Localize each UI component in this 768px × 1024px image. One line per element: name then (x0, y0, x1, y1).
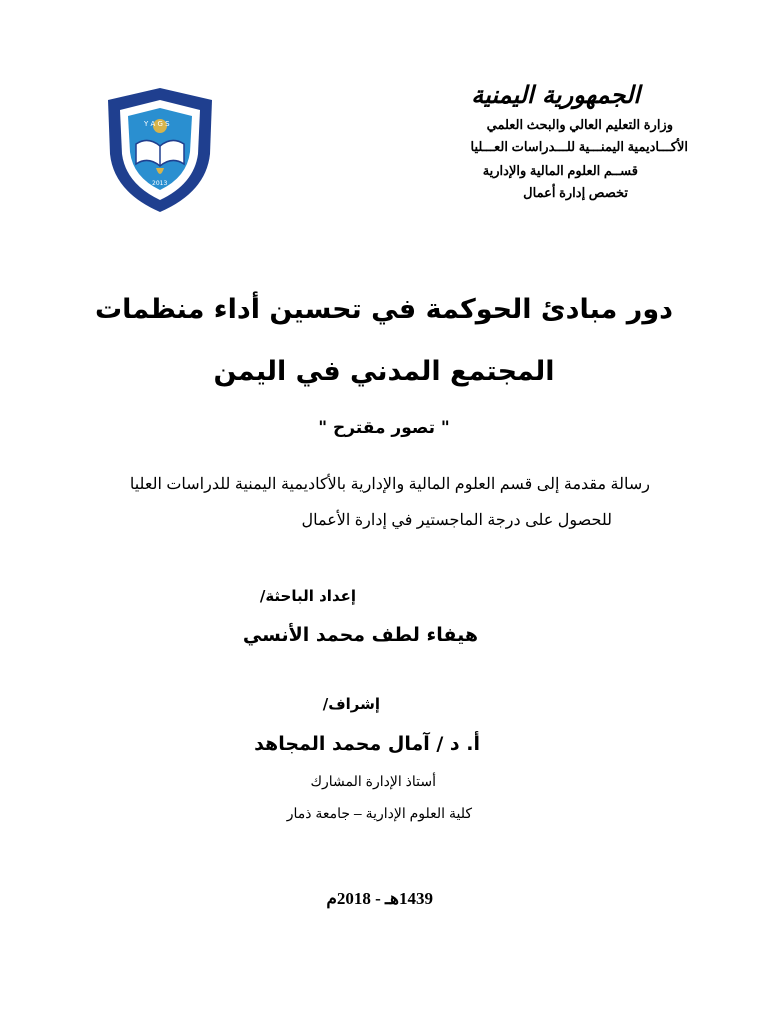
logo-letters: Y A G S (144, 120, 170, 128)
supervisor-college: كلية العلوم الإدارية – جامعة ذمار (286, 805, 472, 821)
supervisor-rank: أستاذ الإدارة المشارك (310, 773, 436, 789)
country-calligraphy: الجمهورية اليمنية (471, 80, 640, 109)
thesis-date: 1439هـ - 2018م (326, 889, 433, 908)
researcher-name: هيفاء لطف محمد الأنسي (242, 624, 478, 646)
supervisor-name: أ. د / آمال محمد المجاهد (254, 733, 480, 755)
logo-year: 2013 (152, 180, 168, 187)
description-line1: رسالة مقدمة إلى قسم العلوم المالية والإدارية بالأكاديمية اليمنية للدراسات العليا (129, 476, 650, 493)
thesis-subtitle: " تصور مقترح " (318, 418, 450, 438)
academy-logo (100, 84, 220, 216)
description-line2: للحصول على درجة الماجستير في إدارة الأعمال (301, 512, 612, 529)
academy-name: الأكـــاديمية اليمنـــية للـــدراسات العـــليا (470, 139, 688, 154)
supervision-label: إشراف/ (322, 695, 380, 713)
preparation-label: إعداد الباحثة/ (259, 587, 356, 605)
ministry-name: وزارة التعليم العالي والبحث العلمي (486, 117, 673, 132)
thesis-title-line2: المجتمع المدني في اليمن (213, 356, 555, 387)
specialization: تخصص إدارة أعمال (523, 185, 628, 200)
department-name: قســم العلوم المالية والإدارية (482, 163, 638, 178)
academy-shield-logo-icon (100, 84, 220, 216)
thesis-title-line1: دور مبادئ الحوكمة في تحسين أداء منظمات (95, 294, 673, 325)
